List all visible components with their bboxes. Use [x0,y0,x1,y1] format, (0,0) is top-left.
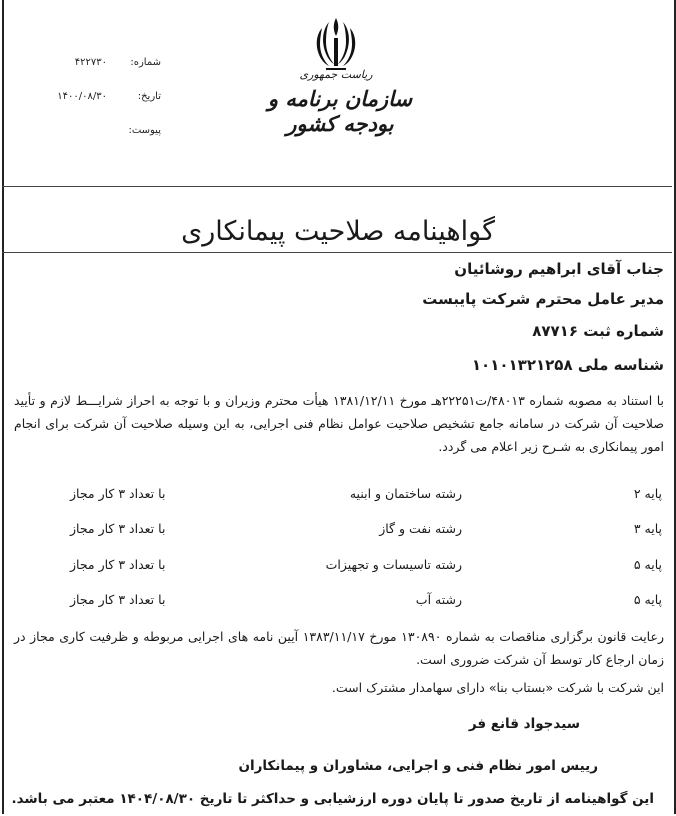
recipient-position: مدیر عامل محترم شرکت پایبست [422,290,664,308]
compliance-paragraph: رعایت قانون برگزاری مناقصات به شماره ۱۳۰۸۹۰ مورخ ۱۳۸۳/۱۱/۱۷ آیین نامه های اجرایی مربوطه و ظرفیت کاری مجاز در زمان ارجاع کار توسط آن شرکت ضروری است. [14,629,664,667]
grade-count: با تعداد ۳ کار مجاز [70,592,166,607]
grade-row [70,592,662,612]
validity-statement: این گواهینامه از تاریخ صدور تا پایان دوره ارزشیابی و حداکثر تا تاریخ ۱۴۰۴/۰۸/۳۰ معتبر می باشد. [11,791,654,807]
date-value: ۱۴۰۰/۰۸/۳۰ [57,91,107,102]
grade-field: رشته ساختمان و ابنیه [349,486,462,501]
signatory-title: رییس امور نظام فنی و اجرایی، مشاوران و پیمانکاران [238,758,598,774]
number-label: شماره: [130,57,161,68]
number-value: ۴۲۲۷۳۰ [74,57,107,68]
grade-field: رشته تاسیسات و تجهیزات [325,557,462,572]
shareholder-note: این شرکت با شرکت «بستاب بنا» دارای سهامدار مشترک است. [331,680,664,695]
grade-row [70,557,662,577]
grade-base: پایه ۵ [633,592,662,607]
grade-base: پایه ۳ [633,521,662,536]
grade-count: با تعداد ۳ کار مجاز [70,557,166,572]
registration-number: شماره ثبت ۸۷۷۱۶ [532,322,664,340]
grade-base: پایه ۵ [633,557,662,572]
organization-name: سازمان برنامه و بودجه کشور [267,86,413,136]
iran-emblem-icon [312,14,360,72]
letter-date [57,91,161,102]
body-paragraph: با استناد به مصوبه شماره ۴۸۰۱۳/ت۲۲۲۵۱هـ مورخ ۱۳۸۱/۱۲/۱۱ هیأت محترم وزیران و با توجه به احراز شرایـــط لازم و تأیید صلاحیت آن شرکت در سامانه جامع تشخیص صلاحیت عوامل نظام فنی اجرایی، به این وسیله صلاحیت آن شرکت برای انجام امور پیمانکاری به شـرح زیر اعلام می گردد. [14,393,665,454]
grade-field: رشته آب [415,592,462,607]
grade-count: با تعداد ۳ کار مجاز [70,486,166,501]
grade-base: پایه ۲ [633,486,662,501]
grade-row [70,521,662,541]
grade-field: رشته نفت و گاز [379,521,462,536]
grade-count: با تعداد ۳ کار مجاز [70,521,166,536]
national-id: شناسه ملی ۱۰۱۰۱۳۲۱۲۵۸ [471,356,664,374]
letter-attachment [117,125,161,136]
presidency-label: ریاست جمهوری [299,68,373,81]
signatory-name: سیدجواد قانع فر [468,716,580,732]
header-divider [2,186,672,187]
date-label: تاریخ: [137,91,161,102]
addressee: جناب آقای ابراهیم روشائیان [454,260,664,278]
letter-number [75,57,161,68]
title-divider [2,252,672,253]
grade-row [70,486,662,506]
attachment-label: پیوست: [128,125,161,136]
certificate-title: گواهینامه صلاحیت پیمانکاری [181,216,495,247]
